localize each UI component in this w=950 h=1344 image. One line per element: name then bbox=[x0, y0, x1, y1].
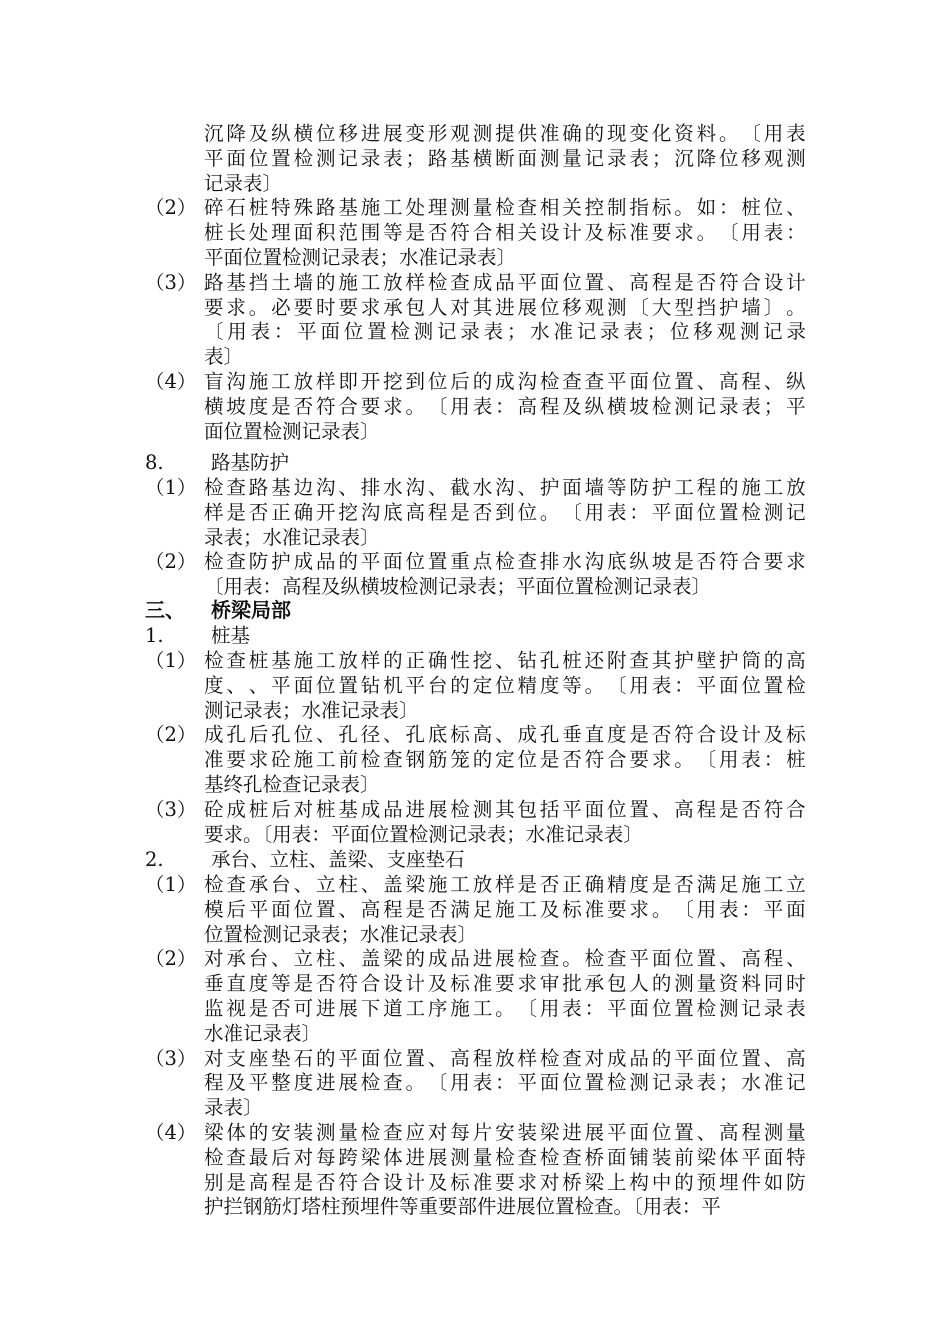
text-line: 检 查 防 护 成 品 的 平 面 位 置 重 点 检 查 排 水 沟 底 纵 坡 是 否 符 合 要 求 bbox=[204, 550, 806, 574]
text-line: 录表〕 bbox=[204, 1096, 263, 1120]
section-heading bbox=[145, 598, 291, 623]
section-number: 三、 bbox=[145, 598, 185, 622]
text-line: 别 是 高 程 是 否 符 合 设 计 及 标 准 要 求 对 桥 梁 上 构 中 的 预 埋 件 如 防 bbox=[204, 1170, 806, 1194]
text-line: 护拦钢筋灯塔柱预埋件等重要部件进展位置检查。〔用表：平 bbox=[204, 1195, 721, 1219]
text-line: 要 求 。 必 要 时 要 求 承 包 人 对 其 进 展 位 移 观 测 〔 大 型 挡 护 墙 〕 。 bbox=[204, 295, 806, 319]
text-line: 对 承 台 、 立 柱 、 盖 梁 的 成 品 进 展 检 查 。 检 查 平 面 位 置 、 高 程 、 bbox=[204, 947, 806, 971]
item-number: （1） bbox=[145, 873, 197, 896]
item-number: （2） bbox=[145, 196, 197, 220]
item-number: （2） bbox=[145, 550, 197, 574]
text-line: 梁 体 的 安 装 测 量 检 查 应 对 每 片 安 装 梁 进 展 平 面 位 置 、 高 程 测 量 bbox=[204, 1121, 806, 1144]
item-number: （2） bbox=[145, 723, 197, 747]
text-line: 对 支 座 垫 石 的 平 面 位 置 、 高 程 放 样 检 查 对 成 品 的 平 面 位 置 、 高 bbox=[204, 1046, 806, 1070]
text-line: 检 查 承 台 、 立 柱 、 盖 梁 施 工 放 样 是 否 正 确 精 度 是 否 满 足 施 工 立 bbox=[204, 873, 806, 896]
heading-text: 桩基 bbox=[211, 624, 251, 647]
text-line: 检 查 桩 基 施 工 放 样 的 正 确 性 挖 、 钻 孔 桩 还 附 查 其 护 壁 护 筒 的 高 bbox=[204, 649, 806, 672]
text-line: 碎 石 桩 特 殊 路 基 施 工 处 理 测 量 检 查 相 关 控 制 指 标 。 如 ： 桩 位 、 bbox=[204, 196, 806, 220]
text-line: 盲 沟 施 工 放 样 即 开 挖 到 位 后 的 成 沟 检 查 查 平 面 位 置 、 高 程 、 纵 bbox=[204, 370, 806, 393]
text-line: 〔 用 表 ： 平 面 位 置 检 测 记 录 表 ； 水 准 记 录 表 ； 位 移 观 测 记 录 bbox=[204, 320, 806, 344]
text-line: 检 查 最 后 对 每 跨 梁 体 进 展 测 量 检 查 检 查 桥 面 铺 装 前 梁 体 平 面 特 bbox=[204, 1145, 806, 1169]
text-line: 样 是 否 正 确 开 挖 沟 底 高 程 是 否 到 位 。 〔 用 表 ： 平 面 位 置 检 测 记 bbox=[204, 500, 806, 524]
text-line: 表〕 bbox=[204, 345, 244, 369]
text-line: 度 、 、 平 面 位 置 钻 机 平 台 的 定 位 精 度 等 。 〔 用 表 ： 平 面 位 置 检 bbox=[204, 673, 806, 697]
text-line: 垂 直 度 等 是 否 符 合 设 计 及 标 准 要 求 审 批 承 包 人 的 测 量 资 料 同 时 bbox=[204, 972, 806, 996]
heading-2 bbox=[145, 847, 465, 872]
item-number: （1） bbox=[145, 476, 197, 499]
heading-1 bbox=[145, 623, 251, 648]
item-number: （1） bbox=[145, 649, 197, 672]
text-line: 平面位置检测记录表；水准记录表〕 bbox=[204, 246, 517, 269]
text-line: 位置检测记录表；水准记录表〕 bbox=[204, 922, 478, 946]
text-line: 基终孔检查记录表〕 bbox=[204, 773, 380, 796]
text-line: 准 要 求 砼 施 工 前 检 查 钢 筋 笼 的 定 位 是 否 符 合 要 求 。 〔 用 表 ： 桩 bbox=[204, 748, 806, 772]
heading-text: 承台、立柱、盖梁、支座垫石 bbox=[211, 848, 465, 871]
text-line: 监 视 是 否 可 进 展 下 道 工 序 施 工 。 〔 用 表 ： 平 面 位 置 检 测 记 录 表 bbox=[204, 997, 806, 1020]
item-number: （4） bbox=[145, 370, 197, 393]
item-number: （3） bbox=[145, 270, 197, 294]
text-line: 横 坡 度 是 否 符 合 要 求 。 〔 用 表 ： 高 程 及 纵 横 坡 检 测 记 录 表 ； 平 bbox=[204, 394, 806, 418]
item-number: （3） bbox=[145, 1046, 197, 1070]
text-line: 〔用表：高程及纵横坡检测记录表；平面位置检测记录表〕 bbox=[204, 575, 712, 599]
heading-text: 路基防护 bbox=[211, 451, 290, 474]
heading-number: 1. bbox=[145, 624, 164, 647]
text-line: 成 孔 后 孔 位 、 孔 径 、 孔 底 标 高 、 成 孔 垂 直 度 是 否 符 合 设 计 及 标 bbox=[204, 723, 806, 747]
heading-8 bbox=[145, 450, 290, 475]
text-line: 桩 长 处 理 面 积 范 围 等 是 否 符 合 相 关 设 计 及 标 准 要 求 。 〔 用 表 ： bbox=[204, 221, 806, 245]
item-number: （4） bbox=[145, 1121, 197, 1144]
text-line: 记录表〕 bbox=[204, 171, 283, 195]
text-line: 面位置检测记录表〕 bbox=[204, 419, 380, 443]
text-line: 检 查 路 基 边 沟 、 排 水 沟 、 截 水 沟 、 护 面 墙 等 防 护 工 程 的 施 工 放 bbox=[204, 476, 806, 499]
text-line: 平 面 位 置 检 测 记 录 表 ； 路 基 横 断 面 测 量 记 录 表 ； 沉 降 位 移 观 测 bbox=[204, 146, 806, 170]
heading-number: 8. bbox=[145, 451, 164, 474]
text-line: 录表；水准记录表〕 bbox=[204, 525, 380, 549]
item-number: （3） bbox=[145, 797, 197, 821]
item-number: （2） bbox=[145, 947, 197, 971]
text-line: 水准记录表〕 bbox=[204, 1021, 322, 1045]
section-title: 桥梁局部 bbox=[211, 598, 291, 622]
text-line: 模 后 平 面 位 置 、 高 程 是 否 满 足 施 工 及 标 准 要 求 。 〔 用 表 ： 平 面 bbox=[204, 897, 806, 921]
text-line: 路 基 挡 土 墙 的 施 工 放 样 检 查 成 品 平 面 位 置 、 高 程 是 否 符 合 设 计 bbox=[204, 270, 806, 294]
text-line: 要求。〔用表：平面位置检测记录表；水准记录表〕 bbox=[204, 822, 643, 846]
heading-number: 2. bbox=[145, 848, 164, 871]
text-line: 程 及 平 整 度 进 展 检 查 。 〔 用 表 ： 平 面 位 置 检 测 记 录 表 ； 水 准 记 bbox=[204, 1071, 806, 1095]
text-line: 砼 成 桩 后 对 桩 基 成 品 进 展 检 测 其 包 括 平 面 位 置 、 高 程 是 否 符 合 bbox=[204, 797, 806, 821]
text-line: 测记录表；水准记录表〕 bbox=[204, 698, 419, 722]
text-line: 沉 降 及 纵 横 位 移 进 展 变 形 观 测 提 供 准 确 的 现 变 化 资 料 。 〔 用 表 bbox=[204, 122, 806, 145]
